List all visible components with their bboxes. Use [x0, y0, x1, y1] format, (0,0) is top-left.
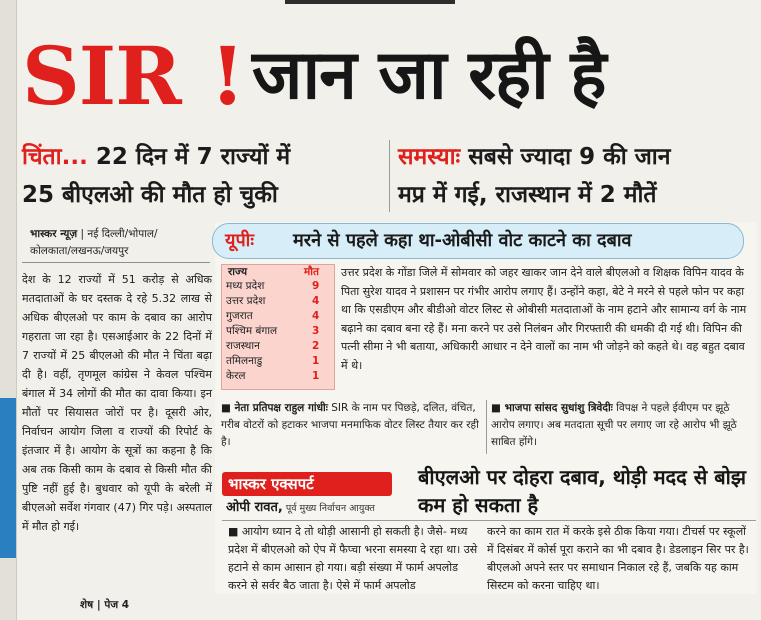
subheadline-left-line1: 22 दिन में 7 राज्यों में — [87, 144, 291, 170]
expert-rule — [222, 520, 756, 521]
subheadline-right-line1: सबसे ज्यादा 9 की जान — [460, 144, 671, 170]
state-name: तमिलनाडु — [226, 355, 263, 367]
up-story-label: यूपीः — [225, 230, 254, 251]
headline-exclamation: ! — [210, 29, 246, 123]
death-table-header — [222, 265, 334, 279]
death-table-row — [222, 310, 334, 324]
state-name: केरल — [226, 370, 246, 382]
reaction-rahul-gandhi — [221, 400, 483, 451]
continued-on-page[interactable]: शेष | पेज 4 — [80, 599, 130, 611]
reaction-sudhanshu-trivedi — [491, 400, 753, 451]
byline-rule — [22, 262, 210, 263]
state-name: मध्य प्रदेश — [226, 280, 265, 292]
expert-designation: पूर्व मुख्य निर्वाचन आयुक्त — [282, 503, 375, 514]
byline-cities-2: कोलकाता/लखनऊ/जयपुर — [30, 245, 129, 257]
up-story-title-bar — [212, 223, 744, 259]
death-table-header-state: राज्य — [228, 266, 248, 278]
death-table-row — [222, 295, 334, 309]
reaction-right-text: विपक्ष ने पहले ईवीएम पर झूठे आरोप लगाए। अब मतदाता सूची पर लगाए जा रहे आरोप भी झूठे साबित होंगे। — [491, 402, 737, 448]
death-count: 2 — [312, 340, 320, 352]
death-table-row — [222, 340, 334, 354]
death-count: 1 — [312, 370, 320, 382]
state-name: पश्चिम बंगाल — [226, 325, 278, 337]
up-story-body: उत्तर प्रदेश के गोंडा जिले में सोमवार को जहर खाकर जान देने वाले बीएलओ व शिक्षक विपिन यादव के पिता सुरेश यादव ने प्रशासन पर गंभीर आरोप लगाए हैं। उन्होंने कहा, बेटे ने मरने से पहले फोन पर कहा था कि एसडीएम और बीडीओ वोटर लिस्ट से ओबीसी मतदाताओं के नाम हटाने और सामान्य वर्ग के नाम बढ़ाने का दबाव बना रहे हैं। मना करने पर उसे निलंबन और गिरफ्तारी की धमकी दी गई थी। विपिन की पत्नी सीमा ने भी बताया, अधिकारी आधार न देने वालों का नाम भी जोड़ने को कहते थे। वह बहुत दबाव में थे। — [341, 266, 747, 372]
state-name: उत्तर प्रदेश — [226, 295, 266, 307]
death-table-row — [222, 370, 334, 384]
main-headline — [22, 22, 757, 132]
subheadline-left-label: चिंता... — [22, 144, 88, 170]
byline — [30, 226, 220, 260]
expert-byline — [226, 498, 375, 518]
adjacent-page-photo — [0, 398, 16, 558]
subheadline-right — [398, 138, 758, 214]
subheadline-divider — [389, 140, 390, 212]
headline-text: जान जा रही है — [252, 36, 606, 115]
reaction-left-text: SIR के नाम पर पिछड़े, दलित, वंचित, गरीब वोटरों को हटाकर भाजपा मनमाफिक वोटर लिस्ट तैयार कर रही है। — [221, 402, 479, 448]
headline-sir: SIR — [22, 29, 181, 123]
subheadline-right-line2: मप्र में गई, राजस्थान में 2 मौतें — [398, 182, 657, 208]
expert-headline: बीएलओ पर दोहरा दबाव, थोड़ी मदद से बोझ कम हो सकता है — [418, 465, 746, 517]
reaction-divider — [486, 400, 487, 454]
byline-agency: भास्कर न्यूज़ — [30, 228, 78, 240]
expert-name: ओपी रावत, — [226, 500, 283, 515]
reaction-right-label: ■ भाजपा सांसद सुधांशु त्रिवेदीः — [491, 402, 613, 414]
subheadline-right-label: समस्याः — [398, 144, 461, 170]
up-story-title: मरने से पहले कहा था-ओबीसी वोट काटने का दबाव — [293, 230, 632, 251]
death-table-header-deaths: मौत — [304, 266, 319, 278]
death-count: 1 — [312, 355, 320, 367]
reaction-left-label: ■ नेता प्रतिपक्ष राहुल गांधीः — [221, 402, 328, 414]
expert-tag-text: भास्कर एक्सपर्ट — [228, 475, 314, 493]
adjacent-page-strip — [0, 0, 17, 620]
subheadline-left-line2: 25 बीएलओ की मौत हो चुकी — [22, 182, 278, 208]
state-name: गुजरात — [226, 310, 253, 322]
political-reactions — [215, 396, 757, 458]
subheadline-left — [22, 138, 392, 214]
state-name: राजस्थान — [226, 340, 260, 352]
top-divider-block — [285, 0, 455, 4]
expert-column-1: ■ आयोग ध्यान दे तो थोड़ी आसानी हो सकती है। जैसे- मध्य प्रदेश में बीएलओ को ऐप में फैप्चा भरना समस्या दे रहा था। उसे हटाने से काम आसान हो गया। बड़ी संख्या में फार्म अपलोड करने से सर्वर बैठ जाता है। ऐसे में फार्म अपलोड — [228, 525, 478, 592]
death-count: 4 — [312, 295, 320, 307]
death-table-row — [222, 355, 334, 369]
death-count: 4 — [312, 310, 320, 322]
death-table-row — [222, 280, 334, 294]
death-count: 9 — [312, 280, 320, 292]
death-table-row — [222, 325, 334, 339]
expert-tag — [222, 472, 392, 496]
death-count-table — [221, 264, 335, 390]
expert-column-2: करने का काम रात में करके इसे ठीक किया गया। टीचर्स पर स्कूलों में दिसंबर में कोर्स पूरा कराने का भी दबाव है। डेडलाइन सिर पर है। बीएलओ अपने स्तर पर समाधान निकाल रहे हैं, जबकि यह काम सिस्टम को करना चाहिए था। — [487, 525, 749, 592]
death-count: 3 — [312, 325, 320, 337]
left-column-article: देश के 12 राज्यों में 51 करोड़ से अधिक मतदाताओं के घर दस्तक दे रहे 5.32 लाख से अधिक बीएलओ पर काम के दबाव का आरोप गहराता जा रहा है। एसआईआर के 22 दिनों में 7 राज्यों में 25 बीएलओ की मौत ने चिंता बढ़ा दी है। वहीं, तृणमूल कांग्रेस ने केवल पश्चिम बंगाल में 34 लोगों की मौत का दावा किया। इन मौतों पर सियासत जोरों पर है। दूसरी ओर, निर्वाचन आयोग जिला व राज्यों की रिपोर्ट के इंतजार में है। आयोग के सूत्रों का कहना है कि अब तक किसी काम के दबाव से किसी मौत की पुष्टि नहीं हुई है। बुधवार को यूपी के बरेली में बीएलओ सर्वेश गंगवार (47) गिर पड़े। अस्पताल में मौत हो गई। — [22, 273, 212, 533]
byline-cities-1: | नई दिल्ली/भोपाल/ — [77, 228, 158, 240]
